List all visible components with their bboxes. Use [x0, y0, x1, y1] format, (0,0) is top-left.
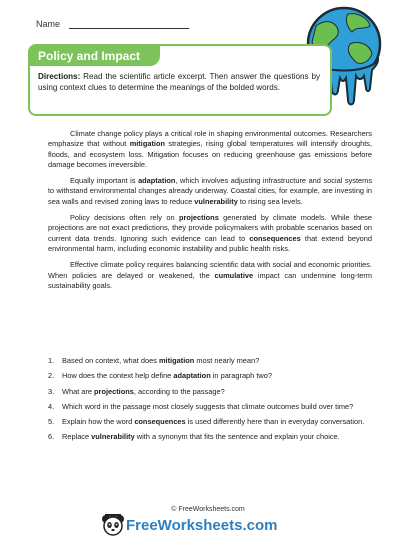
- panda-logo-icon: [100, 514, 126, 536]
- directions-box: [28, 44, 332, 116]
- question-item: 6. Replace vulnerability with a synonym that fits the sentence and explain your choice.: [48, 432, 340, 442]
- bold-word: projections: [178, 213, 219, 223]
- paragraph-4: Effective climate policy requires balancing scientific data with social and economic priorities. When policies are delayed or weakened, the cumulative impact can undermine long-term sustainability goals.: [48, 260, 372, 290]
- page-title: Policy and Impact: [38, 49, 141, 63]
- bold-word: adaptation: [138, 176, 176, 186]
- directions: [38, 71, 320, 93]
- bold-word: consequences: [249, 233, 301, 243]
- question-item: 2. How does the context help define adaptation in paragraph two?: [48, 371, 272, 381]
- question-item: 1. Based on context, what does mitigation most nearly mean?: [48, 356, 260, 365]
- footer-copyright[interactable]: © FreeWorksheets.com: [171, 506, 245, 513]
- question-item: 4. Which word in the passage most closely suggests that climate outcomes build over time?: [48, 401, 354, 411]
- bold-word: mitigation: [129, 139, 165, 149]
- paragraph-2: Equally important is adaptation, which involves adjusting infrastructure and social systems to withstand environmental changes already underway. Coastal cities, for example, are investing in sea walls and revised zoning laws to reduce vulnerability to rising sea levels.: [48, 176, 373, 206]
- name-label: Name: [36, 19, 61, 29]
- article: [48, 129, 372, 297]
- paragraph-3: Policy decisions often rely on projections generated by climate models. While these projections are not exact predictions, they provide policymakers with probable scenarios based on current data trends. Ignoring such evidence can lead to consequences that extend beyond environmental harm, including economic instability and public health risks.: [48, 213, 372, 253]
- name-blank[interactable]: [69, 20, 189, 29]
- title-bar: [30, 46, 160, 66]
- directions-text: Read the scientific article excerpt. Then answer the questions by using context clues to determine the meanings of the bolded words.: [38, 72, 320, 92]
- name-field: [36, 19, 189, 29]
- directions-label: Directions:: [38, 72, 81, 81]
- logo-text: FreeWorksheets.com: [126, 516, 278, 534]
- paragraph-1: Climate change policy plays a critical role in shaping environmental outcomes. Researchers emphasize that without mitigation strategies, rising global temperatures will intensify droughts, floods, and ecosystem loss. Mitigation focuses on reducing greenhouse gas emissions before damage becomes irreversible.: [48, 129, 372, 169]
- question-item: 3. What are projections, according to the passage?: [48, 386, 225, 396]
- question-item: 5. Explain how the word consequences is used differently here than in everyday conversation.: [48, 417, 365, 427]
- footer-logo[interactable]: [100, 514, 330, 536]
- bold-word: vulnerability: [194, 196, 238, 206]
- bold-word: cumulative: [214, 270, 254, 280]
- question-list: [48, 356, 374, 448]
